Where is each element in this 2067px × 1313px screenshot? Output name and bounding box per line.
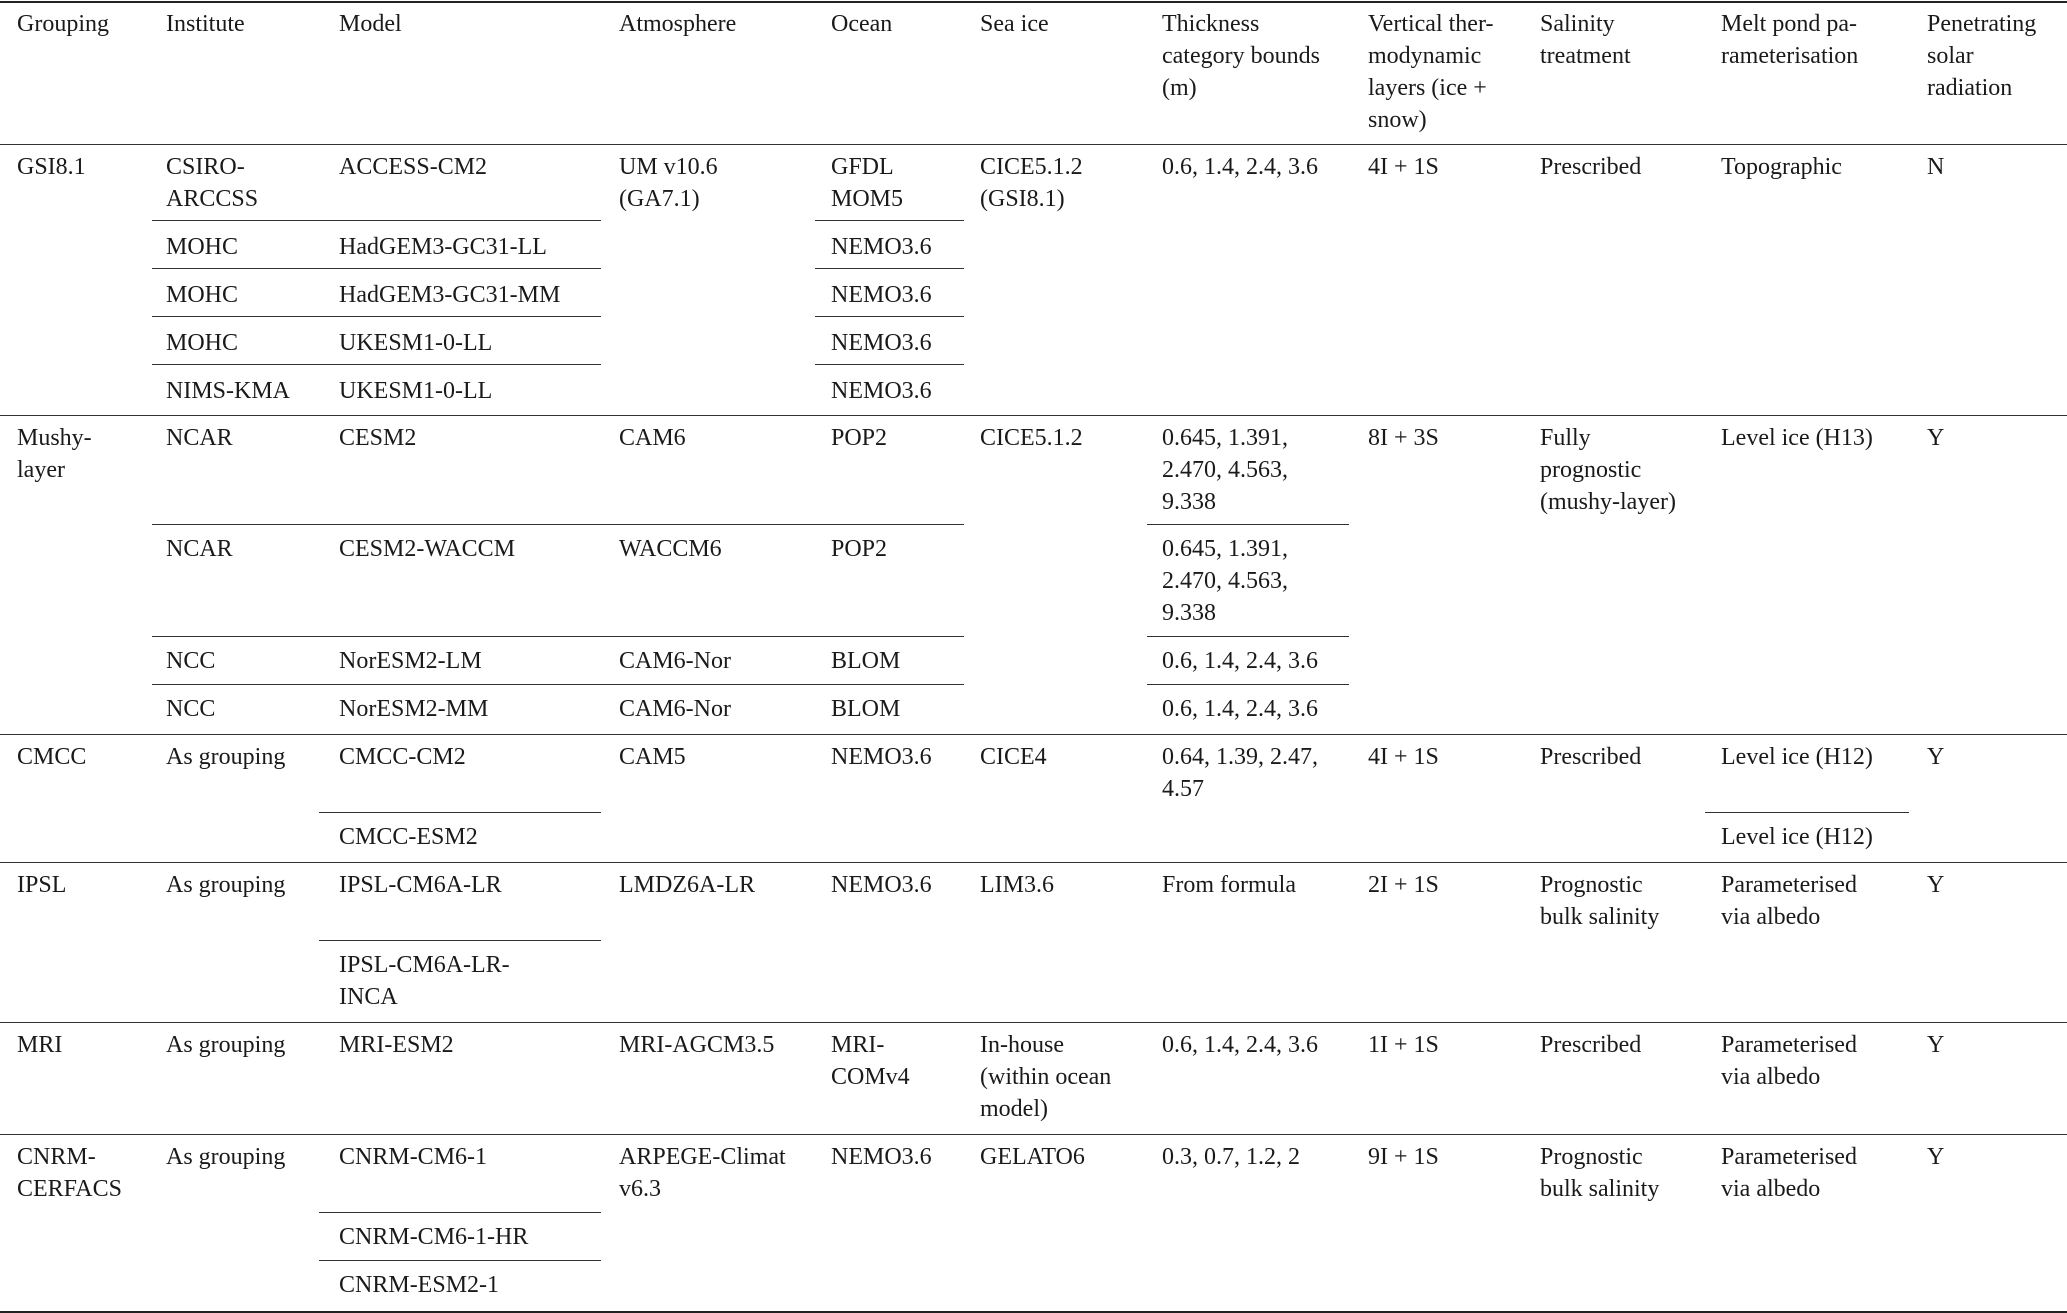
header-bottom-rule xyxy=(0,144,2067,145)
model-cell: HadGEM3-GC31-LL xyxy=(339,234,547,260)
melt-pond-cell: Parameterised xyxy=(1721,1032,1857,1058)
solar-radiation-cell: Y xyxy=(1927,425,1945,451)
header-atmosphere: Atmosphere xyxy=(619,11,737,37)
model-cell: UKESM1-0-LL xyxy=(339,378,493,404)
ocean-cell: BLOM xyxy=(831,648,901,674)
sea-ice-cell: (within ocean xyxy=(980,1064,1112,1090)
ocean-cell: GFDL xyxy=(831,154,894,180)
ocean-cell: POP2 xyxy=(831,425,888,451)
model-cell: CNRM-CM6-1-HR xyxy=(339,1224,529,1250)
subrow-rule xyxy=(1147,684,1349,685)
model-cell: CNRM-ESM2-1 xyxy=(339,1272,500,1298)
subrow-rule xyxy=(152,220,601,221)
atmosphere-cell: CAM6-Nor xyxy=(619,696,731,722)
sea-ice-cell: In-house xyxy=(980,1032,1064,1058)
model-cell: CMCC-CM2 xyxy=(339,744,466,770)
vertical-layers-cell: 1I + 1S xyxy=(1368,1032,1439,1058)
row-separator-rule xyxy=(0,1134,2067,1135)
subrow-rule xyxy=(815,316,964,317)
solar-radiation-cell: Y xyxy=(1927,872,1945,898)
sea-ice-cell: CICE4 xyxy=(980,744,1047,770)
header-institute: Institute xyxy=(166,11,245,37)
salinity-cell: bulk salinity xyxy=(1540,1176,1660,1202)
grouping-cell: CERFACS xyxy=(17,1176,122,1202)
subrow-rule xyxy=(152,524,964,525)
subrow-rule xyxy=(152,364,601,365)
institute-cell: NCC xyxy=(166,648,216,674)
model-cell: HadGEM3-GC31-MM xyxy=(339,282,561,308)
solar-radiation-cell: Y xyxy=(1927,1032,1945,1058)
subrow-rule xyxy=(1147,636,1349,637)
institute-cell: MOHC xyxy=(166,234,239,260)
atmosphere-cell: (GA7.1) xyxy=(619,186,700,212)
model-cell: IPSL-CM6A-LR- xyxy=(339,952,510,978)
header-model: Model xyxy=(339,11,402,37)
melt-pond-cell: Topographic xyxy=(1721,154,1842,180)
melt-pond-cell: Level ice (H12) xyxy=(1721,824,1873,850)
salinity-cell: prognostic xyxy=(1540,457,1642,483)
sea-ice-cell: model) xyxy=(980,1096,1048,1122)
salinity-cell: (mushy-layer) xyxy=(1540,489,1676,515)
vertical-layers-cell: 9I + 1S xyxy=(1368,1144,1439,1170)
subrow-rule xyxy=(152,684,964,685)
model-cell: MRI-ESM2 xyxy=(339,1032,454,1058)
thickness-cell: 0.645, 1.391, xyxy=(1162,425,1288,451)
melt-pond-cell: Parameterised xyxy=(1721,1144,1857,1170)
header-ocean: Ocean xyxy=(831,11,893,37)
thickness-cell: From formula xyxy=(1162,872,1296,898)
row-separator-rule xyxy=(0,1022,2067,1023)
thickness-cell: 0.6, 1.4, 2.4, 3.6 xyxy=(1162,154,1318,180)
ocean-cell: NEMO3.6 xyxy=(831,330,932,356)
institute-cell: As grouping xyxy=(166,872,286,898)
ocean-cell: NEMO3.6 xyxy=(831,234,932,260)
table-top-rule xyxy=(0,1,2067,3)
sea-ice-cell: CICE5.1.2 xyxy=(980,154,1083,180)
ocean-cell: NEMO3.6 xyxy=(831,1144,932,1170)
ocean-cell: MOM5 xyxy=(831,186,904,212)
thickness-cell: 2.470, 4.563, xyxy=(1162,568,1288,594)
atmosphere-cell: CAM5 xyxy=(619,744,686,770)
vertical-layers-cell: 4I + 1S xyxy=(1368,154,1439,180)
salinity-cell: bulk salinity xyxy=(1540,904,1660,930)
atmosphere-cell: WACCM6 xyxy=(619,536,722,562)
ocean-cell: BLOM xyxy=(831,696,901,722)
sea-ice-cell: CICE5.1.2 xyxy=(980,425,1083,451)
thickness-cell: 0.645, 1.391, xyxy=(1162,536,1288,562)
ocean-cell: COMv4 xyxy=(831,1064,910,1090)
salinity-cell: Prognostic xyxy=(1540,1144,1643,1170)
row-separator-rule xyxy=(0,415,2067,416)
ocean-cell: NEMO3.6 xyxy=(831,744,932,770)
subrow-rule xyxy=(319,1212,601,1213)
subrow-rule xyxy=(815,220,964,221)
subrow-rule xyxy=(152,316,601,317)
thickness-cell: 9.338 xyxy=(1162,600,1216,626)
institute-cell: NCAR xyxy=(166,425,233,451)
ocean-cell: MRI- xyxy=(831,1032,885,1058)
grouping-cell: Mushy- xyxy=(17,425,92,451)
atmosphere-cell: CAM6-Nor xyxy=(619,648,731,674)
thickness-cell: 0.6, 1.4, 2.4, 3.6 xyxy=(1162,696,1318,722)
row-separator-rule xyxy=(0,734,2067,735)
grouping-cell: GSI8.1 xyxy=(17,154,86,180)
melt-pond-cell: Parameterised xyxy=(1721,872,1857,898)
institute-cell: NCC xyxy=(166,696,216,722)
vertical-layers-cell: 4I + 1S xyxy=(1368,744,1439,770)
thickness-cell: 0.6, 1.4, 2.4, 3.6 xyxy=(1162,1032,1318,1058)
institute-cell: As grouping xyxy=(166,1032,286,1058)
thickness-cell: 0.3, 0.7, 1.2, 2 xyxy=(1162,1144,1300,1170)
melt-pond-cell: Level ice (H12) xyxy=(1721,744,1873,770)
grouping-cell: layer xyxy=(17,457,65,483)
institute-cell: NCAR xyxy=(166,536,233,562)
thickness-cell: 0.6, 1.4, 2.4, 3.6 xyxy=(1162,648,1318,674)
melt-pond-cell: via albedo xyxy=(1721,1064,1821,1090)
subrow-rule xyxy=(319,812,601,813)
atmosphere-cell: CAM6 xyxy=(619,425,686,451)
row-separator-rule xyxy=(0,862,2067,863)
header-sea-ice: Sea ice xyxy=(980,11,1049,37)
salinity-cell: Prognostic xyxy=(1540,872,1643,898)
ocean-cell: NEMO3.6 xyxy=(831,872,932,898)
salinity-cell: Prescribed xyxy=(1540,744,1642,770)
grouping-cell: IPSL xyxy=(17,872,67,898)
model-cell: CMCC-ESM2 xyxy=(339,824,478,850)
subrow-rule xyxy=(152,268,601,269)
model-cell: IPSL-CM6A-LR xyxy=(339,872,502,898)
model-cell: CNRM-CM6-1 xyxy=(339,1144,488,1170)
model-cell: NorESM2-MM xyxy=(339,696,489,722)
thickness-cell: 4.57 xyxy=(1162,776,1204,802)
institute-cell: ARCCSS xyxy=(166,186,259,212)
subrow-rule xyxy=(1705,812,1909,813)
model-cell: UKESM1-0-LL xyxy=(339,330,493,356)
salinity-cell: Prescribed xyxy=(1540,154,1642,180)
melt-pond-cell: Level ice (H13) xyxy=(1721,425,1873,451)
subrow-rule xyxy=(1147,524,1349,525)
sea-ice-cell: LIM3.6 xyxy=(980,872,1054,898)
melt-pond-cell: via albedo xyxy=(1721,1176,1821,1202)
institute-cell: NIMS-KMA xyxy=(166,378,291,404)
thickness-cell: 0.64, 1.39, 2.47, xyxy=(1162,744,1318,770)
ocean-cell: NEMO3.6 xyxy=(831,378,932,404)
sea-ice-cell: GELATO6 xyxy=(980,1144,1085,1170)
vertical-layers-cell: 8I + 3S xyxy=(1368,425,1439,451)
atmosphere-cell: LMDZ6A-LR xyxy=(619,872,755,898)
subrow-rule xyxy=(152,636,964,637)
solar-radiation-cell: N xyxy=(1927,154,1945,180)
melt-pond-cell: via albedo xyxy=(1721,904,1821,930)
model-cell: ACCESS-CM2 xyxy=(339,154,488,180)
model-cell: INCA xyxy=(339,984,398,1010)
ocean-cell: POP2 xyxy=(831,536,888,562)
solar-radiation-cell: Y xyxy=(1927,1144,1945,1170)
subrow-rule xyxy=(319,940,601,941)
subrow-rule xyxy=(319,1260,601,1261)
atmosphere-cell: MRI-AGCM3.5 xyxy=(619,1032,775,1058)
atmosphere-cell: UM v10.6 xyxy=(619,154,718,180)
salinity-cell: Prescribed xyxy=(1540,1032,1642,1058)
grouping-cell: MRI xyxy=(17,1032,63,1058)
model-cell: CESM2 xyxy=(339,425,417,451)
thickness-cell: 2.470, 4.563, xyxy=(1162,457,1288,483)
grouping-cell: CNRM- xyxy=(17,1144,96,1170)
institute-cell: As grouping xyxy=(166,1144,286,1170)
atmosphere-cell: ARPEGE-Climat xyxy=(619,1144,786,1170)
header-grouping: Grouping xyxy=(17,11,109,37)
solar-radiation-cell: Y xyxy=(1927,744,1945,770)
model-cell: NorESM2-LM xyxy=(339,648,482,674)
institute-cell: As grouping xyxy=(166,744,286,770)
vertical-layers-cell: 2I + 1S xyxy=(1368,872,1439,898)
model-cell: CESM2-WACCM xyxy=(339,536,516,562)
institute-cell: MOHC xyxy=(166,282,239,308)
sea-ice-cell: (GSI8.1) xyxy=(980,186,1065,212)
atmosphere-cell: v6.3 xyxy=(619,1176,661,1202)
salinity-cell: Fully xyxy=(1540,425,1591,451)
subrow-rule xyxy=(815,364,964,365)
subrow-rule xyxy=(815,268,964,269)
institute-cell: CSIRO- xyxy=(166,154,245,180)
thickness-cell: 9.338 xyxy=(1162,489,1216,515)
institute-cell: MOHC xyxy=(166,330,239,356)
grouping-cell: CMCC xyxy=(17,744,87,770)
ocean-cell: NEMO3.6 xyxy=(831,282,932,308)
